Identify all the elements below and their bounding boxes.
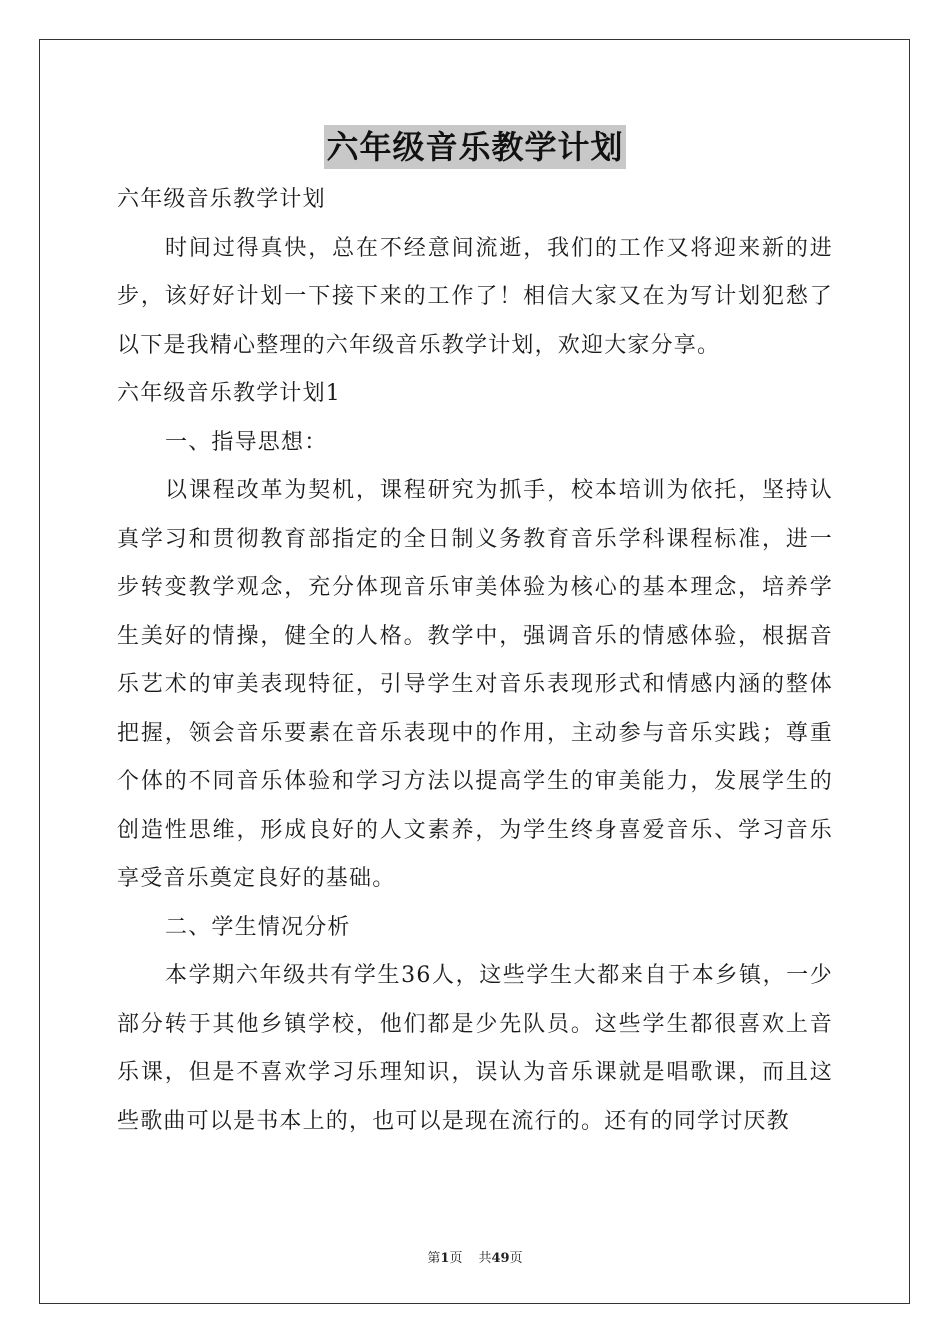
paragraph: 本学期六年级共有学生36人，这些学生大都来自于本乡镇，一少部分转于其他乡镇学校，他们都是少先队员。这些学生都很喜欢上音乐课，但是不喜欢学习乐理知识，误认为音乐课就是唱歌课，而且这些歌曲可以是书本上的，也可以是现在流行的。还有的同学讨厌教 — [117, 963, 833, 1134]
page-footer — [0, 1247, 950, 1266]
total-suffix: 页 — [509, 1251, 523, 1266]
total-pages: 49 — [491, 1251, 510, 1266]
title-container — [0, 125, 950, 169]
section-heading: 六年级音乐教学计划1 — [117, 381, 341, 406]
paragraph: 时间过得真快，总在不经意间流逝，我们的工作又将迎来新的进步，该好好计划一下接下来的工作了！相信大家又在为写计划犯愁了以下是我精心整理的六年级音乐教学计划，欢迎大家分享。 — [117, 235, 833, 358]
section-heading: 二、学生情况分析 — [165, 914, 351, 940]
total-prefix: 共 — [478, 1251, 492, 1266]
document-title: 六年级音乐教学计划 — [324, 125, 625, 169]
paragraph: 以课程改革为契机，课程研究为抓手，校本培训为依托，坚持认真学习和贯彻教育部指定的全日制义务教育音乐学科课程标准，进一步转变教学观念，充分体现音乐审美体验为核心的基本理念，培养学生美好的情操，健全的人格。教学中，强调音乐的情感体验，根据音乐艺术的审美表现特征，引导学生对音乐表现形式和情感内涵的整体把握，领会音乐要素在音乐表现中的作用，主动参与音乐实践；尊重个体的不同音乐体验和学习方法以提高学生的审美能力，发展学生的创造性思维，形成良好的人文素养，为学生终身喜爱音乐、学习音乐享受音乐奠定良好的基础。 — [117, 478, 833, 891]
page-suffix: 页 — [449, 1251, 463, 1266]
page-prefix: 第 — [427, 1251, 441, 1266]
paragraph: 六年级音乐教学计划 — [117, 187, 326, 212]
page-number: 1 — [440, 1251, 450, 1266]
section-heading: 一、指导思想： — [165, 429, 328, 455]
document-body — [117, 176, 833, 1146]
